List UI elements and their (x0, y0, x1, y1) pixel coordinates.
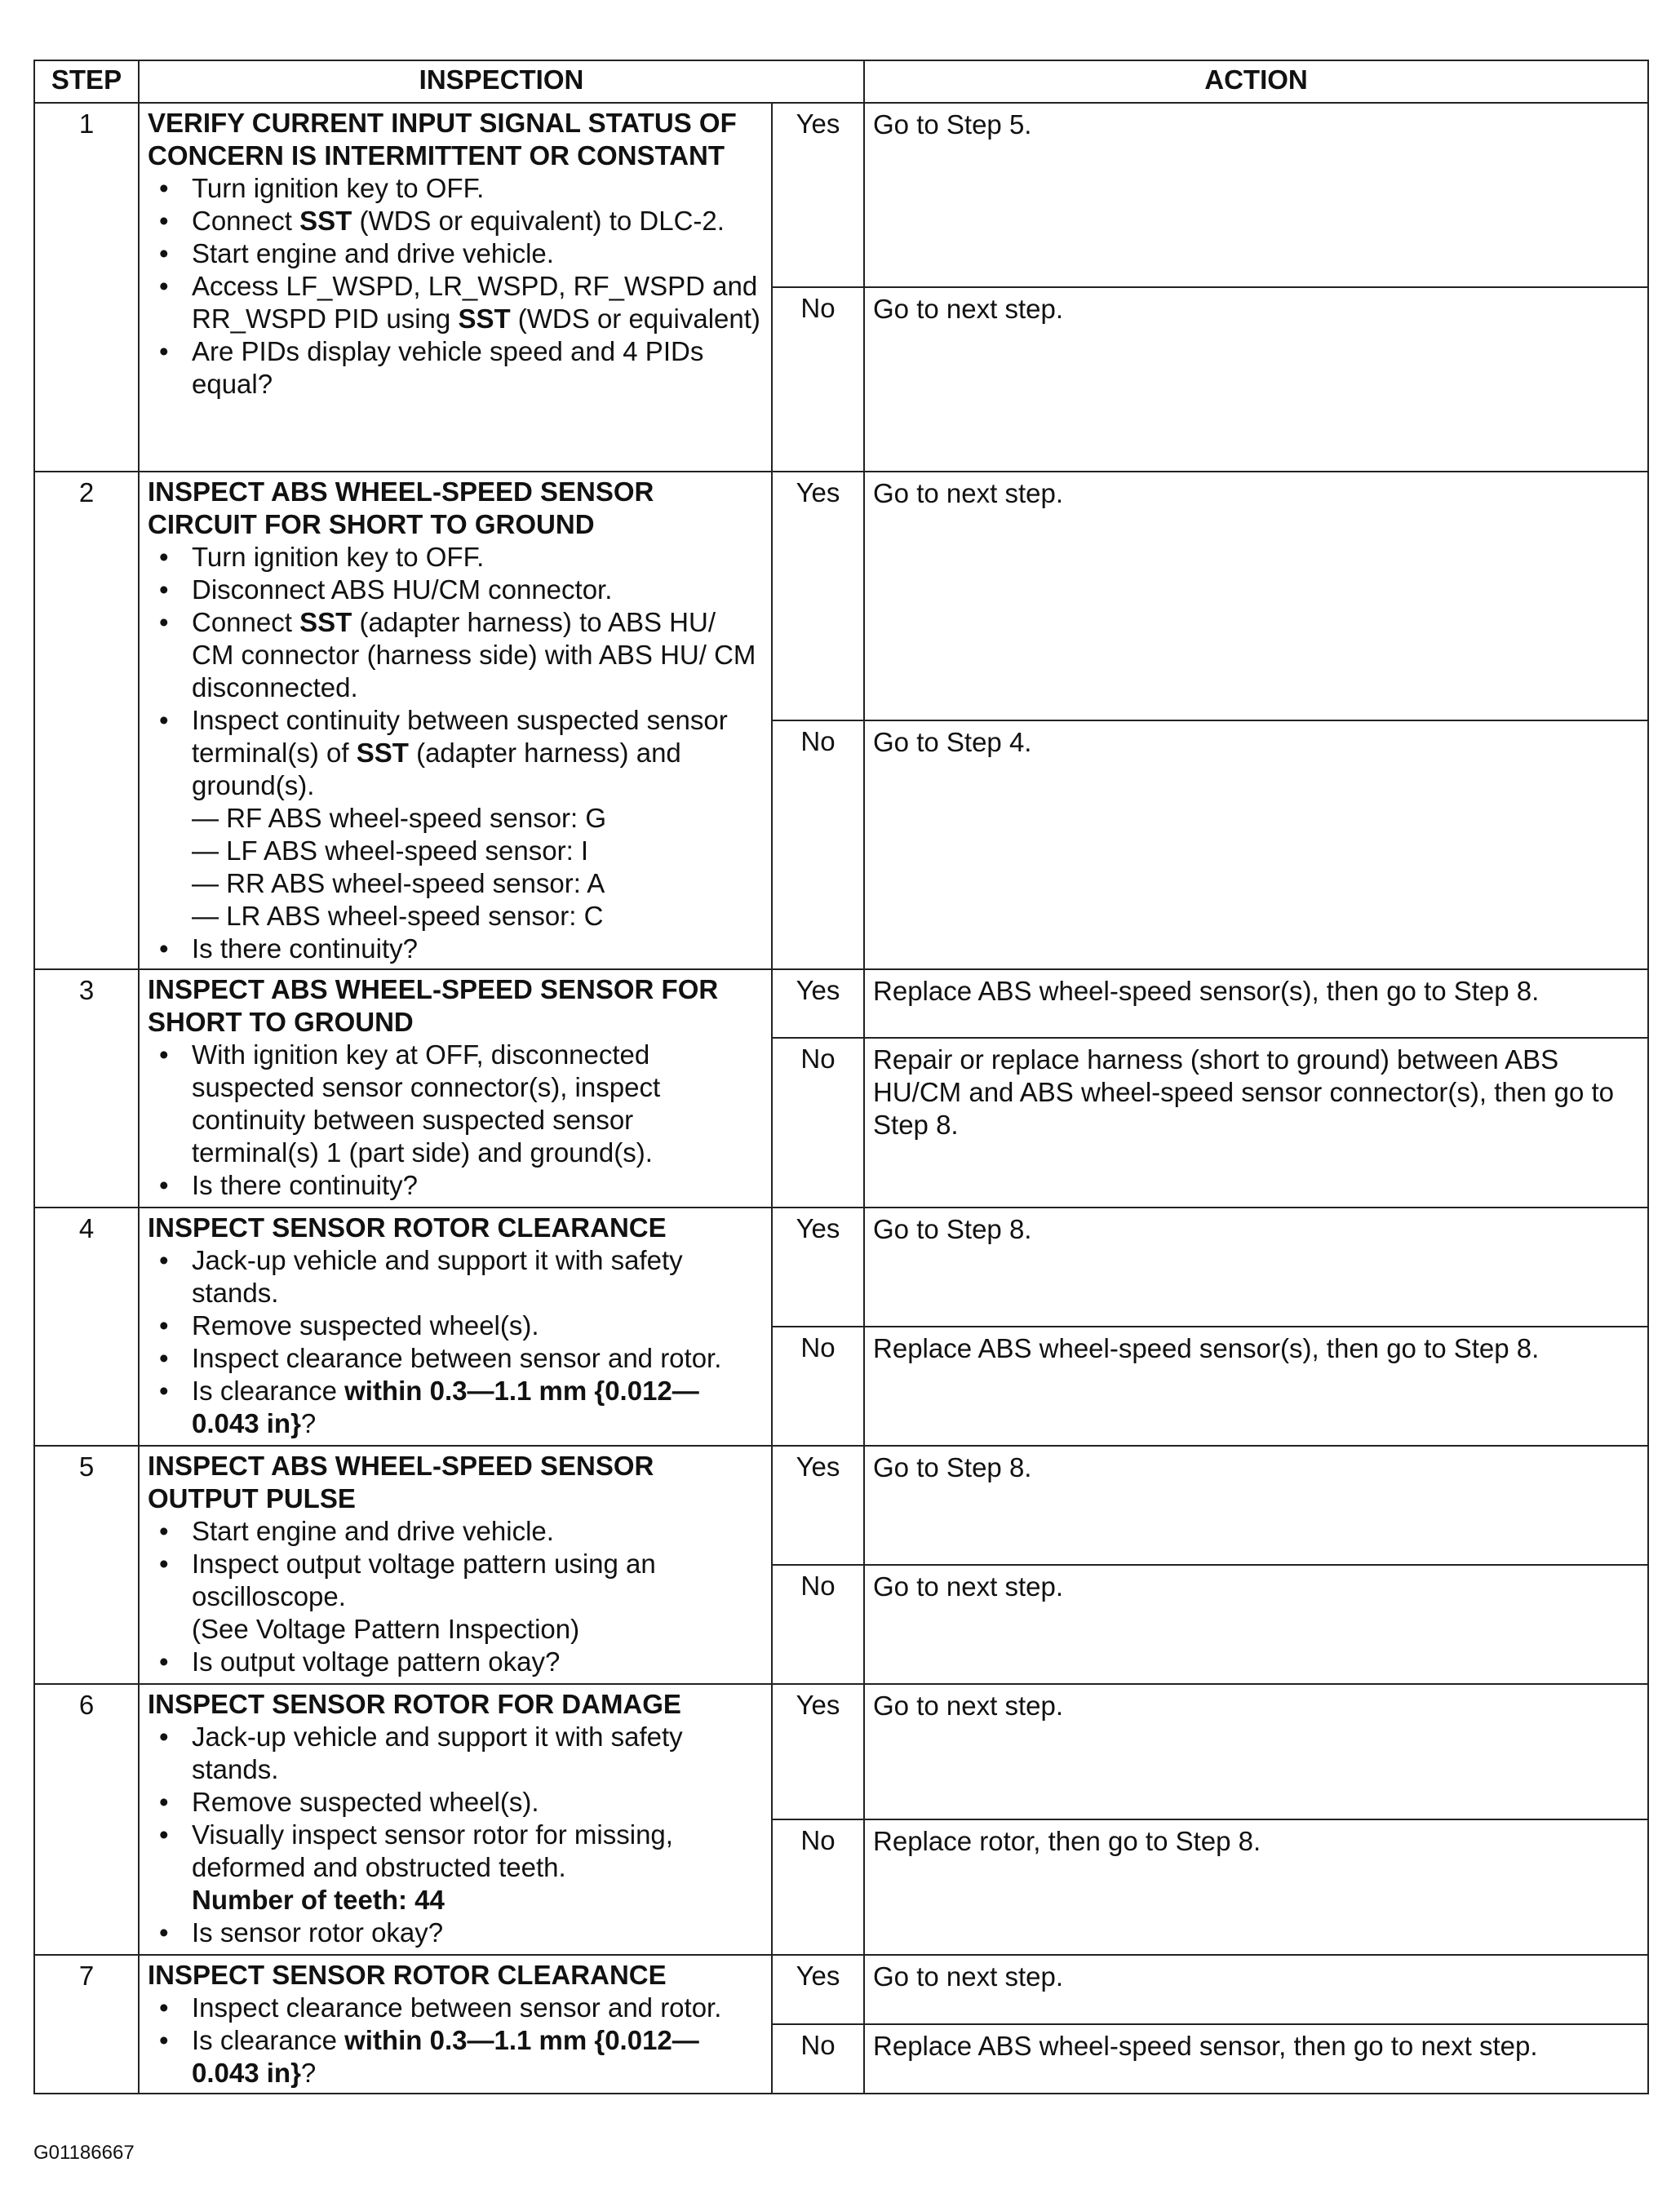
yes-label: Yes (772, 1955, 864, 2024)
step-number: 5 (34, 1446, 139, 1684)
step-number: 2 (34, 472, 139, 969)
step-number: 1 (34, 103, 139, 472)
sub-item: — RR ABS wheel-speed sensor: A (192, 868, 605, 898)
list-item: • Remove suspected wheel(s). (192, 1786, 761, 1819)
header-step: STEP (34, 60, 139, 103)
no-action: Replace ABS wheel-speed sensor, then go to next step. (864, 2024, 1648, 2094)
step-number: 4 (34, 1208, 139, 1446)
no-action: Replace rotor, then go to Step 8. (864, 1819, 1648, 1955)
teeth-spec: Number of teeth: 44 (192, 1885, 445, 1915)
question-mark: ? (300, 2058, 317, 2088)
list-item: • Jack-up vehicle and support it with safety stands. (192, 1244, 761, 1309)
list-item: • Inspect clearance between sensor and rotor. (192, 1992, 761, 2024)
step-title: INSPECT ABS WHEEL-SPEED SENSOR CIRCUIT FOR SHORT TO GROUND (148, 476, 654, 539)
no-label: No (772, 1038, 864, 1208)
yes-label: Yes (772, 969, 864, 1038)
list-item: • Disconnect ABS HU/CM connector. (192, 574, 761, 606)
list-item: • Jack-up vehicle and support it with safety stands. (192, 1721, 761, 1786)
step-title: INSPECT ABS WHEEL-SPEED SENSOR OUTPUT PULSE (148, 1451, 654, 1513)
no-label: No (772, 1819, 864, 1955)
list-item: • Are PIDs display vehicle speed and 4 PIDs equal? (192, 335, 761, 401)
bullet-list (148, 1244, 761, 1440)
cross-reference: (See Voltage Pattern Inspection) (192, 1614, 580, 1644)
no-label: No (772, 720, 864, 969)
yes-action: Go to Step 8. (864, 1208, 1648, 1327)
bullet-list (148, 172, 761, 401)
no-label: No (772, 1327, 864, 1446)
inspection-cell (139, 103, 772, 472)
clearance-spec: within 0.3—1.1 mm {0.012—0.043 in} (192, 1376, 699, 1438)
list-item: • Connect SST (WDS or equivalent) to DLC-2. (192, 205, 761, 237)
step-title: INSPECT SENSOR ROTOR CLEARANCE (148, 1212, 667, 1243)
question-text: Is clearance (192, 2025, 337, 2055)
bullet-list (148, 1039, 761, 1202)
step-number: 6 (34, 1684, 139, 1955)
list-item: • Turn ignition key to OFF. (192, 172, 761, 205)
step-number: 7 (34, 1955, 139, 2094)
header-action: ACTION (864, 60, 1648, 103)
step-title: INSPECT ABS WHEEL-SPEED SENSOR FOR SHORT TO GROUND (148, 974, 719, 1037)
no-action: Replace ABS wheel-speed sensor(s), then go to Step 8. (864, 1327, 1648, 1446)
yes-action: Go to next step. (864, 1684, 1648, 1819)
list-item (192, 1375, 761, 1440)
step-row (34, 103, 1648, 287)
bullet-list (148, 541, 761, 965)
inspection-cell (139, 1208, 772, 1446)
list-item: • Inspect continuity between suspected sensor terminal(s) of SST (adapter harness) and ground(s). — RF ABS wheel-speed sensor: G — LF ABS wheel-speed sensor: I — RR ABS wheel-speed sensor: A — LR ABS wheel-speed sensor: C (192, 704, 761, 933)
no-label: No (772, 287, 864, 472)
yes-label: Yes (772, 1446, 864, 1565)
yes-label: Yes (772, 103, 864, 287)
yes-action: Replace ABS wheel-speed sensor(s), then go to Step 8. (864, 969, 1648, 1038)
question-text: Is clearance (192, 1376, 337, 1406)
no-action: Go to next step. (864, 287, 1648, 472)
step-title: VERIFY CURRENT INPUT SIGNAL STATUS OF CONCERN IS INTERMITTENT OR CONSTANT (148, 108, 737, 171)
inspection-cell (139, 1955, 772, 2094)
step-title: INSPECT SENSOR ROTOR CLEARANCE (148, 1960, 667, 1990)
step-row (34, 1208, 1648, 1327)
sub-item: — LR ABS wheel-speed sensor: C (192, 901, 604, 931)
sub-item: — RF ABS wheel-speed sensor: G (192, 803, 607, 833)
yes-label: Yes (772, 472, 864, 720)
list-item: • Access LF_WSPD, LR_WSPD, RF_WSPD and RR_WSPD PID using SST (WDS or equivalent) (192, 270, 761, 335)
diagnostic-table (33, 60, 1649, 2094)
list-item (192, 1819, 761, 1917)
list-item: • Start engine and drive vehicle. (192, 237, 761, 270)
list-item: • Is there continuity? (192, 933, 761, 965)
list-item: • With ignition key at OFF, disconnected suspected sensor connector(s), inspect continuity between suspected sensor terminal(s) 1 (part side) and ground(s). (192, 1039, 761, 1169)
inspection-cell (139, 969, 772, 1208)
list-item-text: Visually inspect sensor rotor for missing, deformed and obstructed teeth. (192, 1819, 673, 1882)
step-row (34, 1446, 1648, 1565)
bullet-list (148, 1721, 761, 1949)
inspection-cell (139, 472, 772, 969)
list-item: • Is sensor rotor okay? (192, 1917, 761, 1949)
list-item: • Start engine and drive vehicle. (192, 1515, 761, 1548)
yes-action: Go to Step 5. (864, 103, 1648, 287)
list-item: • Is output voltage pattern okay? (192, 1646, 761, 1678)
question-mark: ? (300, 1408, 317, 1438)
list-item: • Inspect clearance between sensor and rotor. (192, 1342, 761, 1375)
list-item: • Remove suspected wheel(s). (192, 1309, 761, 1342)
step-row (34, 1955, 1648, 2024)
yes-label: Yes (772, 1684, 864, 1819)
yes-label: Yes (772, 1208, 864, 1327)
list-item (192, 2024, 761, 2089)
no-label: No (772, 2024, 864, 2094)
header-inspection: INSPECTION (139, 60, 864, 103)
yes-action: Go to Step 8. (864, 1446, 1648, 1565)
yes-action: Go to next step. (864, 1955, 1648, 2024)
step-row (34, 472, 1648, 720)
figure-code: G01186667 (33, 2142, 135, 2164)
list-item: • Turn ignition key to OFF. (192, 541, 761, 574)
step-row (34, 969, 1648, 1038)
inspection-cell (139, 1684, 772, 1955)
step-number: 3 (34, 969, 139, 1208)
sub-item: — LF ABS wheel-speed sensor: I (192, 835, 589, 866)
bullet-list (148, 1992, 761, 2089)
no-action: Repair or replace harness (short to ground) between ABS HU/CM and ABS wheel-speed sensor connector(s), then go to Step 8. (864, 1038, 1648, 1208)
step-row (34, 1684, 1648, 1819)
no-action: Go to next step. (864, 1565, 1648, 1684)
no-action: Go to Step 4. (864, 720, 1648, 969)
list-item (192, 1548, 761, 1646)
list-item: • Is there continuity? (192, 1169, 761, 1202)
header-row (34, 60, 1648, 103)
bullet-list (148, 1515, 761, 1678)
yes-action: Go to next step. (864, 472, 1648, 720)
inspection-cell (139, 1446, 772, 1684)
list-item: • Connect SST (adapter harness) to ABS HU/ CM connector (harness side) with ABS HU/ CM disconnected. (192, 606, 761, 704)
no-label: No (772, 1565, 864, 1684)
step-title: INSPECT SENSOR ROTOR FOR DAMAGE (148, 1689, 681, 1719)
clearance-spec: within 0.3—1.1 mm {0.012—0.043 in} (192, 2025, 699, 2088)
list-item-text: Inspect output voltage pattern using an oscilloscope. (192, 1549, 656, 1611)
